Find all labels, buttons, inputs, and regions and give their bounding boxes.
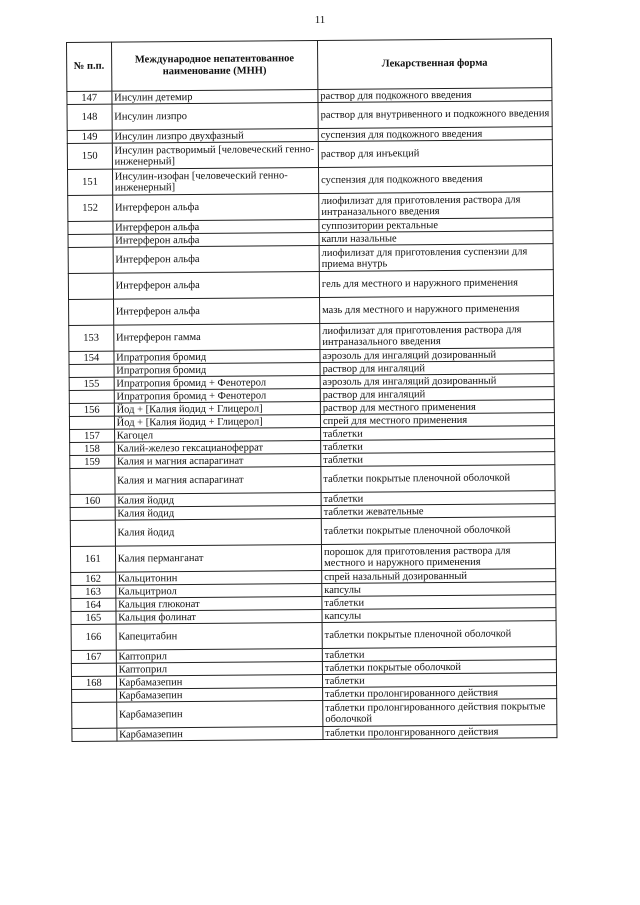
row-number: 168 (71, 676, 116, 689)
row-drug-name: Ипратропия бромид (114, 350, 320, 365)
row-dosage-form: порошок для приготовления раствора для местного и наружного применения (321, 543, 555, 571)
row-number: 158 (70, 442, 115, 455)
row-drug-name: Ипратропия бромид (114, 363, 320, 378)
row-number (69, 416, 114, 429)
row-number: 160 (70, 494, 115, 507)
row-dosage-form: суппозитории ректальные (319, 218, 553, 233)
table-row (70, 543, 555, 573)
row-number: 149 (67, 130, 112, 143)
row-number: 151 (68, 169, 113, 195)
row-dosage-form: таблетки (322, 673, 556, 688)
row-drug-name: Инсулин детемир (112, 90, 318, 105)
row-drug-name: Интерферон альфа (113, 272, 319, 300)
row-dosage-form: таблетки (321, 426, 555, 441)
table-row (71, 621, 556, 651)
table-row (70, 517, 555, 547)
row-number: 155 (69, 377, 114, 390)
row-number (68, 273, 113, 299)
table-row (68, 166, 553, 196)
row-dosage-form: таблетки пролонгированного действия (323, 686, 557, 701)
table-row (68, 244, 553, 274)
table-row (72, 699, 557, 729)
row-number (69, 364, 114, 377)
row-dosage-form: спрей назальный дозированный (322, 569, 556, 584)
row-number (72, 728, 117, 741)
row-drug-name: Карбамазепин (116, 688, 322, 703)
row-drug-name: Инсулин растворимый [человеческий генно-инженерный] (112, 142, 318, 170)
table-row (72, 725, 557, 742)
row-drug-name: Ипратропия бромид + Фенотерол (114, 376, 320, 391)
row-dosage-form: таблетки жевательные (321, 504, 555, 519)
header-dosage-form: Лекарственная форма (317, 39, 551, 90)
row-dosage-form: спрей для местного применения (320, 413, 554, 428)
row-dosage-form: аэрозоль для ингаляций дозированный (320, 348, 554, 363)
row-drug-name: Инсулин лизпро двухфазный (112, 129, 318, 144)
row-dosage-form: раствор для внутривенного и подкожного введения (318, 101, 552, 129)
row-number (70, 507, 115, 520)
row-number (69, 390, 114, 403)
row-drug-name: Интерферон гамма (113, 324, 319, 352)
row-dosage-form: раствор для инъекций (318, 140, 552, 168)
table-row (69, 296, 554, 326)
row-number: 165 (71, 611, 116, 624)
row-drug-name: Капецитабин (116, 623, 322, 651)
row-number: 167 (71, 650, 116, 663)
row-dosage-form: раствор для ингаляций (320, 361, 554, 376)
row-number: 154 (69, 351, 114, 364)
page-number: 11 (314, 14, 326, 26)
row-drug-name: Калия йодид (115, 493, 321, 508)
row-dosage-form: таблетки покрытые оболочкой (322, 660, 556, 675)
header-inn-name: Международное непатентованное наименование (МНН) (111, 41, 318, 92)
row-drug-name: Карбамазепин (116, 701, 322, 729)
table-header-row (67, 39, 552, 92)
table-row (67, 140, 552, 170)
row-drug-name: Каптоприл (116, 649, 322, 664)
row-number: 164 (71, 598, 116, 611)
row-number: 152 (68, 195, 113, 221)
row-dosage-form: раствор для ингаляций (320, 387, 554, 402)
row-number (68, 221, 113, 234)
row-number (69, 299, 114, 325)
row-dosage-form: раствор для подкожного введения (318, 88, 552, 103)
header-number: № п.п. (67, 42, 112, 91)
table-row (68, 270, 553, 300)
row-number (72, 702, 117, 728)
row-dosage-form: таблетки (322, 647, 556, 662)
row-number: 161 (70, 546, 115, 572)
row-drug-name: Инсулин-изофан [человеческий генно-инженерный] (112, 168, 318, 196)
row-dosage-form: аэрозоль для ингаляций дозированный (320, 374, 554, 389)
row-number: 156 (69, 403, 114, 416)
row-drug-name: Кальцитонин (115, 571, 321, 586)
row-dosage-form: капсулы (322, 608, 556, 623)
row-number (68, 247, 113, 273)
row-dosage-form: таблетки пролонгированного действия покрытые оболочкой (323, 699, 557, 727)
row-number: 166 (71, 624, 116, 650)
row-number (70, 520, 115, 546)
row-drug-name: Инсулин лизпро (112, 103, 318, 131)
row-dosage-form: гель для местного и наружного применения (319, 270, 553, 298)
row-drug-name: Калия йодид (115, 519, 321, 547)
table-body (67, 88, 557, 742)
row-number: 162 (71, 572, 116, 585)
row-drug-name: Калия йодид (115, 506, 321, 521)
row-drug-name: Интерферон альфа (113, 220, 319, 235)
row-drug-name: Калий-железо гексацианоферрат (114, 441, 320, 456)
row-number (72, 689, 117, 702)
row-dosage-form: таблетки (321, 452, 555, 467)
row-dosage-form: таблетки (322, 595, 556, 610)
row-number: 148 (67, 104, 112, 130)
row-drug-name: Кальция фолинат (116, 610, 322, 625)
row-dosage-form: суспензия для подкожного введения (318, 166, 552, 194)
row-dosage-form: мазь для местного и наружного применения (319, 296, 553, 324)
row-drug-name: Кальция глюконат (116, 597, 322, 612)
row-dosage-form: раствор для местного применения (320, 400, 554, 415)
row-dosage-form: таблетки покрытые пленочной оболочкой (321, 517, 555, 545)
row-number: 153 (69, 325, 114, 351)
row-drug-name: Ипратропия бромид + Фенотерол (114, 389, 320, 404)
drug-table (66, 38, 557, 742)
row-number: 157 (70, 429, 115, 442)
row-drug-name: Интерферон альфа (113, 298, 319, 326)
row-number (70, 468, 115, 494)
row-dosage-form: капсулы (322, 582, 556, 597)
row-dosage-form: лиофилизат для приготовления суспензии для приема внутрь (319, 244, 553, 272)
row-drug-name: Интерферон альфа (113, 246, 319, 274)
row-number (71, 663, 116, 676)
row-dosage-form: капли назальные (319, 231, 553, 246)
table-row (69, 322, 554, 352)
row-dosage-form: таблетки (321, 439, 555, 454)
row-drug-name: Карбамазепин (117, 727, 323, 742)
row-dosage-form: таблетки пролонгированного действия (323, 725, 557, 740)
row-drug-name: Кальцитриол (115, 584, 321, 599)
row-drug-name: Йод + [Калия йодид + Глицерол] (114, 402, 320, 417)
row-drug-name: Калия и магния аспарагинат (115, 467, 321, 495)
row-number: 163 (71, 585, 116, 598)
row-dosage-form: таблетки покрытые пленочной оболочкой (322, 621, 556, 649)
table-row (67, 101, 552, 131)
table-row (70, 465, 555, 495)
row-number: 150 (67, 143, 112, 169)
row-dosage-form: таблетки (321, 491, 555, 506)
row-drug-name: Интерферон альфа (112, 194, 318, 222)
table-row (68, 192, 553, 222)
row-number (68, 234, 113, 247)
row-drug-name: Калия перманганат (115, 545, 321, 573)
row-drug-name: Каптоприл (116, 662, 322, 677)
row-dosage-form: таблетки покрытые пленочной оболочкой (321, 465, 555, 493)
row-drug-name: Интерферон альфа (113, 233, 319, 248)
row-drug-name: Йод + [Калия йодид + Глицерол] (114, 415, 320, 430)
row-dosage-form: лиофилизат для приготовления раствора для интраназального введения (320, 322, 554, 350)
row-dosage-form: суспензия для подкожного введения (318, 127, 552, 142)
row-number: 147 (67, 91, 112, 104)
row-drug-name: Карбамазепин (116, 675, 322, 690)
row-number: 159 (70, 455, 115, 468)
row-drug-name: Калия и магния аспарагинат (114, 454, 320, 469)
row-drug-name: Кагоцел (114, 428, 320, 443)
row-dosage-form: лиофилизат для приготовления раствора для интраназального введения (319, 192, 553, 220)
